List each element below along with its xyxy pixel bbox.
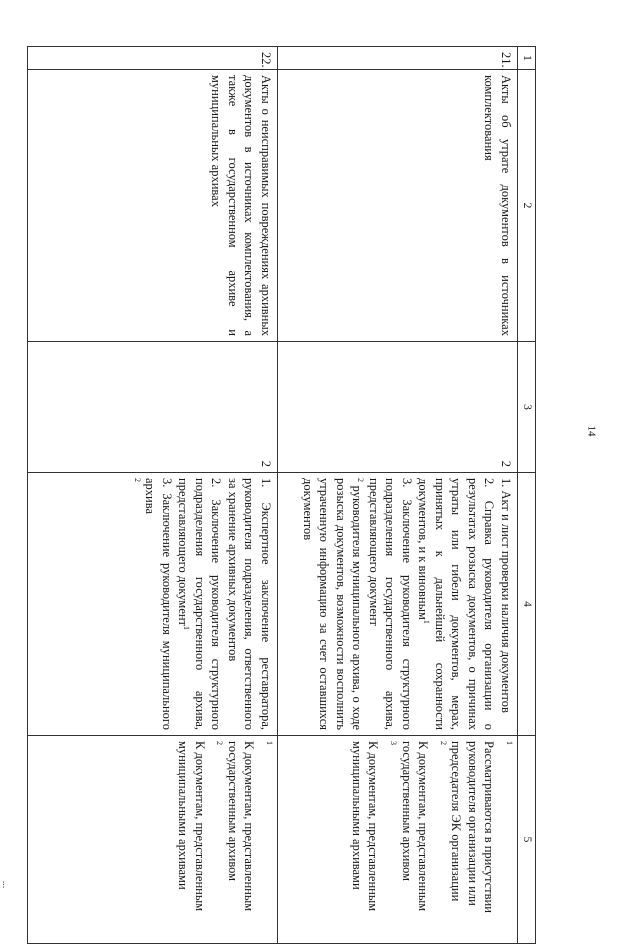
document-type: Акты об утрате документов в источниках комплектования (277, 70, 517, 342)
row-number: 21. (277, 47, 517, 70)
note-item: Рассматриваются в присутствии руководителя организации или председателя ЭК организации (449, 741, 497, 913)
table-row (27, 47, 277, 944)
note-item: К документам, представленным муниципальными архивами (349, 741, 381, 912)
doc-item: 3. Заключение руководителя структурного подразделения государственного архива, представляющего документ (366, 478, 414, 730)
header-col-3: 3 (517, 342, 535, 473)
review-period: 2 (277, 342, 517, 473)
note-item: К документам, представленным государственным архивом (399, 741, 431, 912)
document-type: Акты о неисправимых повреждениях архивных документов в источниках комплектования, а также в государственном архиве и муниципальных архивах (27, 70, 277, 342)
doc-item: 3. Заключение руководителя муниципального архива (143, 478, 174, 730)
note-item: К документам, представленным муниципальными архивами (176, 741, 207, 912)
required-documents: 1. Экспертное заключение реставратора, руководителя подразделения, ответственного за хранение архивных документов 2. Заключение руководителя структурного подразделения государственного архива, представляющего документ$^1$ 3. Заключение руководителя муниципального архива $^2$ (27, 473, 277, 736)
doc-item: 2. Заключение руководителя структурного подразделения государственного архива, представляющего документ (176, 478, 224, 730)
rotated-table-container (27, 46, 536, 913)
doc-item: 1. Акт и лист проверки наличия документов (498, 478, 513, 713)
table-header-row (517, 47, 535, 944)
header-col-2: 2 (517, 70, 535, 342)
header-col-5: 5 (517, 736, 535, 944)
row-number: 22. (27, 47, 277, 70)
doc-item: 1. Экспертное заключение реставратора, руководителя подразделения, ответственного за хранение архивных документов (225, 478, 273, 730)
header-col-4: 4 (517, 473, 535, 736)
page-number: 14 (585, 425, 598, 437)
doc-item: руководителя муниципального архива, о ходе розыска документов, возможности восполнить утраченную информацию за счет оставшихся документов (300, 478, 365, 730)
notes: $^1$ К документам, представленным государственным архивом $^2$ К документам, представленным муниципальными архивами (27, 736, 277, 944)
header-col-1: 1 (517, 47, 535, 70)
table-row (277, 47, 517, 944)
required-documents: 1. Акт и лист проверки наличия документов 2. Справка руководителя организации о результатах розыска документов, о причинах утраты или гибели документов, мерах, принятых к дальнейшей сохранности документов, и к виновным$^1$ 3. Заключение руководителя структурного подразделения государственного архива, представляющего документ $^2$ руководителя муниципального архива, о ходе розыска документов, возможности восполнить утраченную информацию за счет оставшихся документов (277, 473, 517, 736)
scan-margin-mark: ⁝ (2, 880, 6, 891)
note-item: К документам, представленным государственным архивом (225, 741, 257, 912)
review-period: 2 (27, 342, 277, 473)
notes: $^1$ Рассматриваются в присутствии руководителя организации или председателя ЭК организации $^2$ К документам, представленным государственным архивом $^3$ К документам, представленным муниципальными архивами (277, 736, 517, 944)
approval-table (27, 46, 536, 944)
doc-item: 2. Справка руководителя организации о результатах розыска документов, о причинах утраты или гибели документов, мерах, принятых к дальнейшей сохранности документов, и к виновным (416, 478, 497, 730)
